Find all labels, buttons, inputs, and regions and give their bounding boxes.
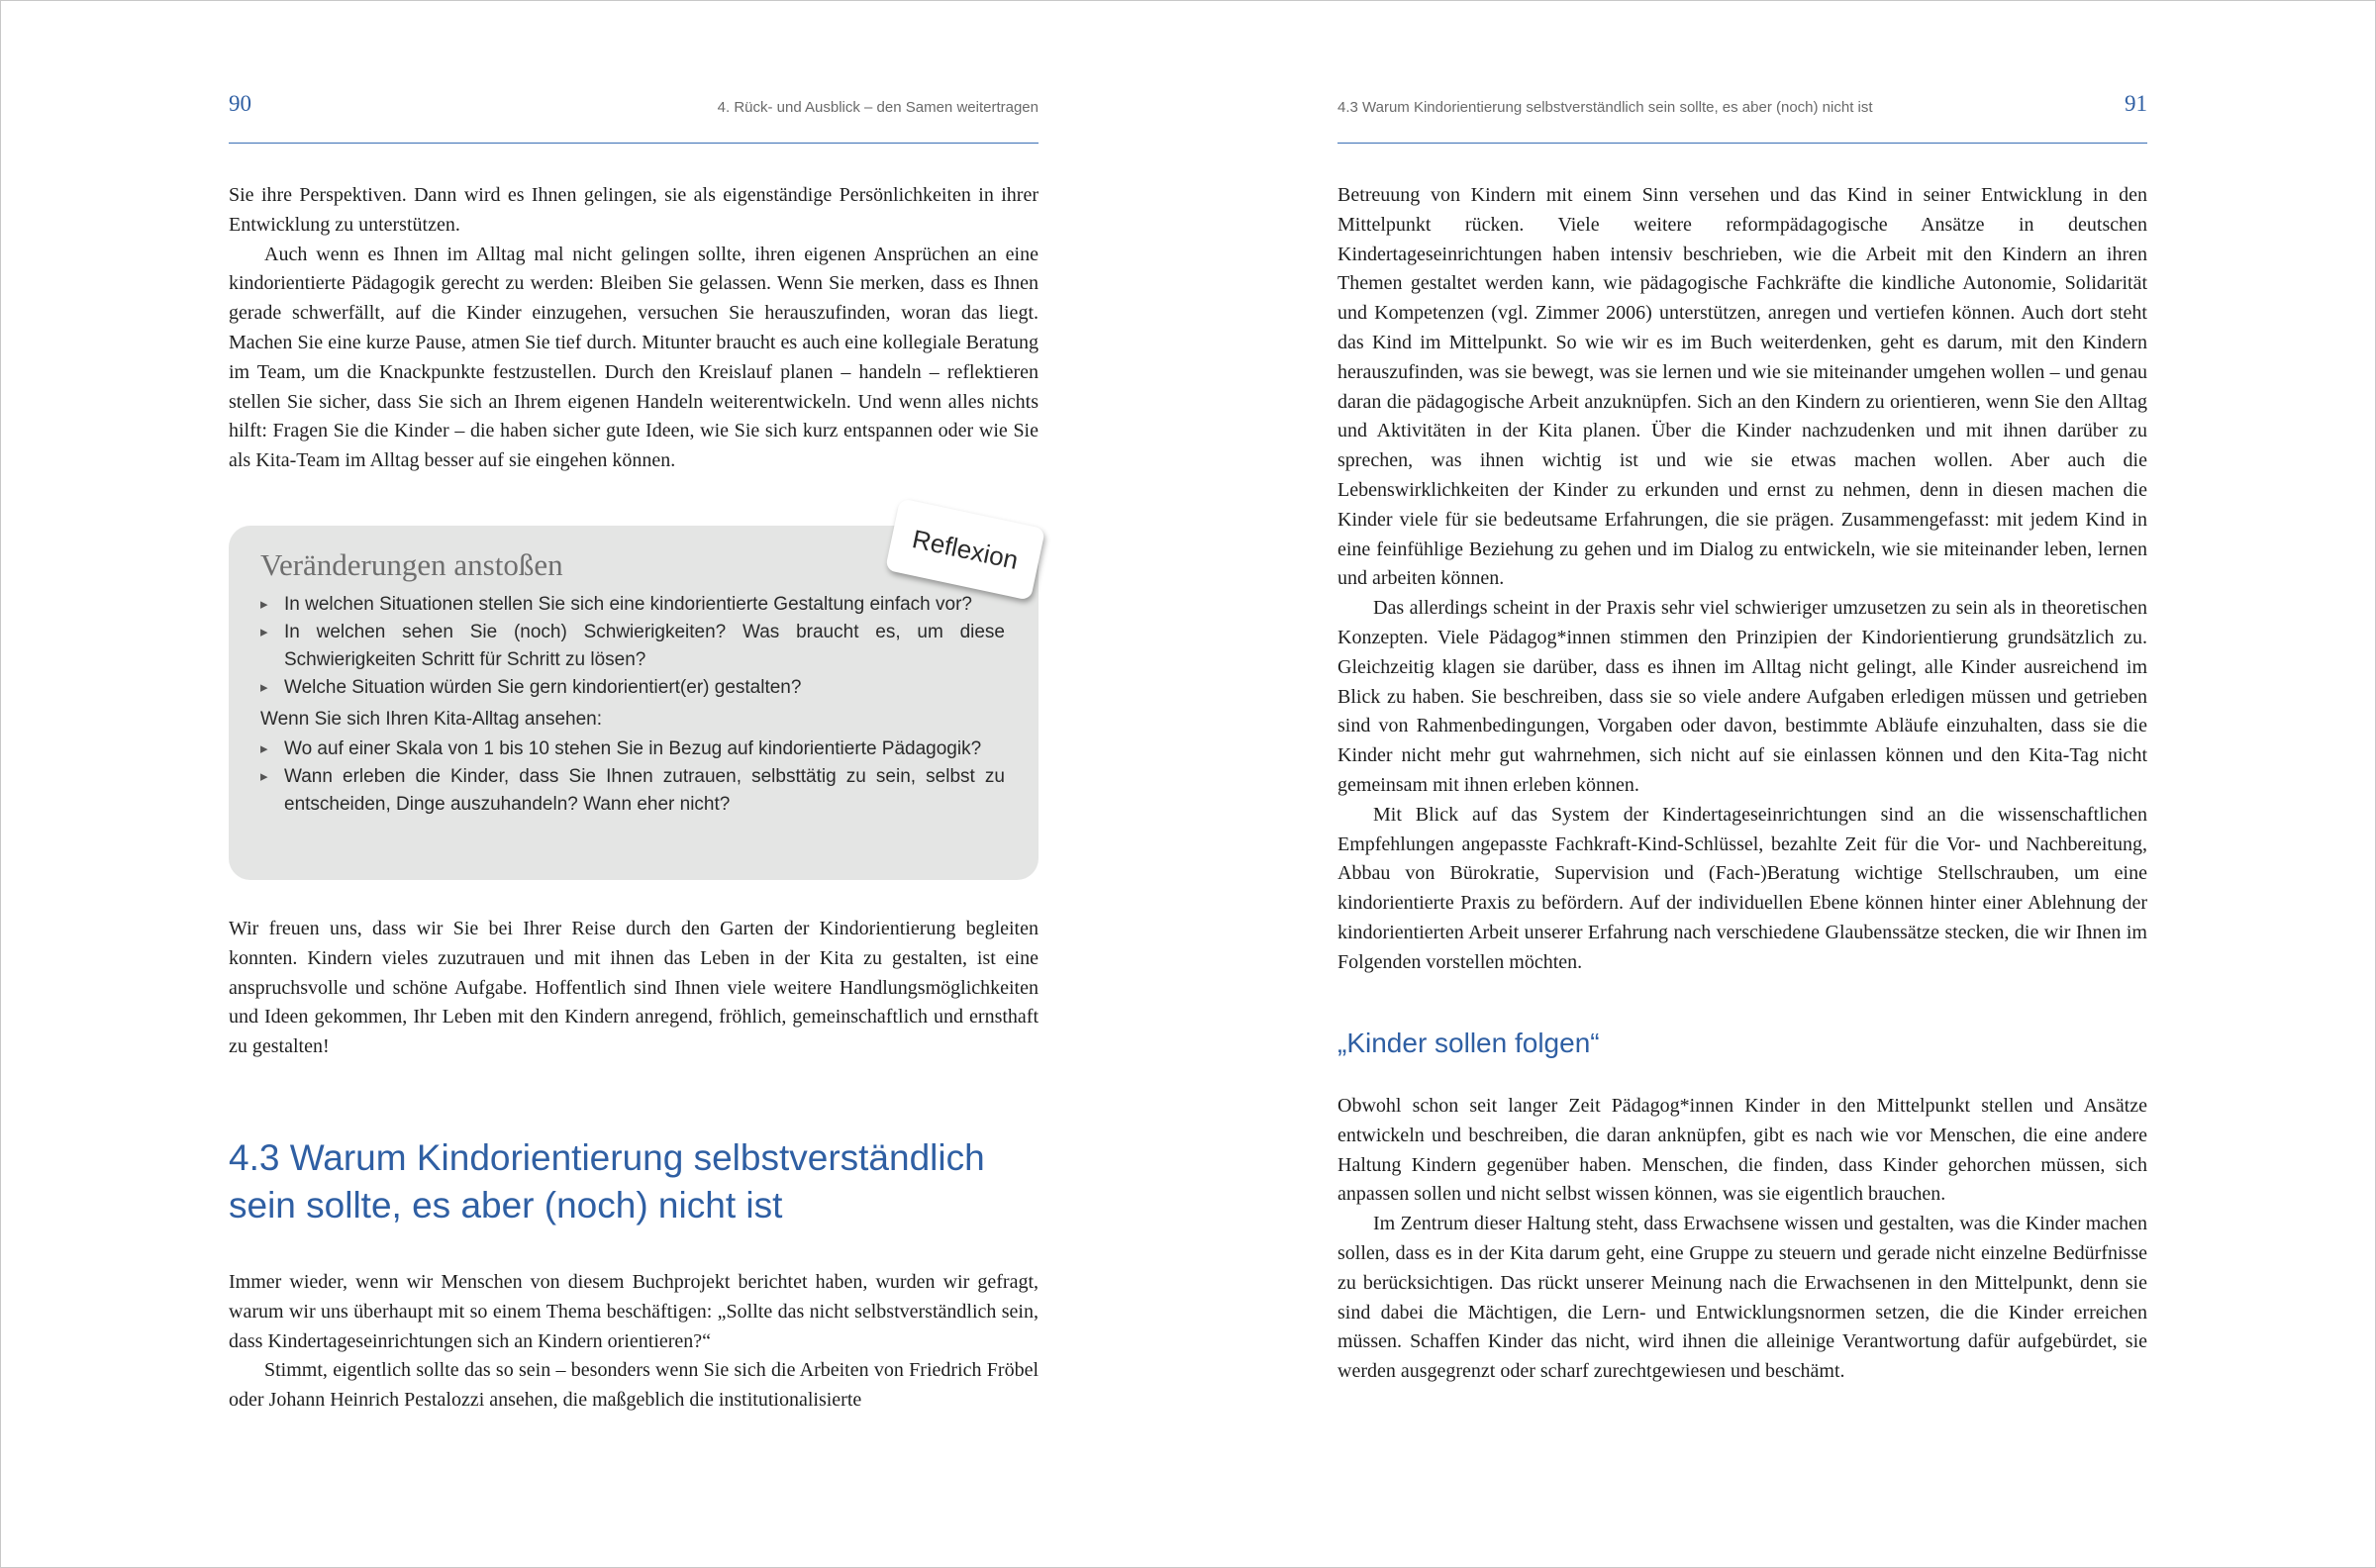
paragraph: Im Zentrum dieser Haltung steht, dass Erwachsene wissen und gestalten, was die Kinder machen sollen, dass es in der Kita darum geht, eine Gruppe zu steuern und gerade nicht einzelne Bedürfnisse zu berücksichtigen. Das rückt unserer Meinung nach die Erwachsenen in den Mittelpunkt, denn sie sind dabei die Mächtigen, die Lern- und Entwicklungsnormen setzen, die die Kinder erreichen müssen. Schaffen Kinder das nicht, wird ihnen die alleinige Verantwortung dafür aufgebürdet, sie werden ausgegrenzt oder scharf zurechtgewiesen und beschämt. bbox=[1337, 1213, 2147, 1383]
paragraph: Wir freuen uns, dass wir Sie bei Ihrer Reise durch den Garten der Kindorientierung begleiten konnten. Kindern vieles zuzutrauen und mit ihnen das Leben in der Kita zu gestalten, ist eine anspruchsvolle und schöne Aufgabe. Hoffentlich sind Ihnen viele weitere Handlungsmöglichkeiten und Ideen gekommen, Ihr Leben mit den Kindern anregend, fröhlich, gemeinschaftlich und ernsthaft zu gestalten! bbox=[229, 918, 1039, 1058]
running-header-right bbox=[1337, 91, 2147, 144]
body-text-bottom-left bbox=[229, 1268, 1039, 1416]
paragraph: Sie ihre Perspektiven. Dann wird es Ihnen gelingen, sie als eigenständige Persönlichkeiten in ihrer Entwicklung zu unterstützen. bbox=[229, 184, 1039, 236]
paragraph: Das allerdings scheint in der Praxis sehr viel schwieriger umzusetzen zu sein als in theoretischen Konzepten. Viele Pädagog*innen stimmen den Prinzipien der Kindorientierung grundsätzlich zu. Gleichzeitig klagen sie darüber, dass es ihnen im Alltag nicht gelingt, alle Kinder ausreichend im Blick zu haben. Sie beschreiben, dass sie so viele andere Aufgaben erledigen müssen und getrieben sind von Rahmenbedingungen, Vorgaben oder davon, bestimmte Abläufe einzuhalten, dass sie die Kinder nicht mehr gut wahrnehmen, sich nicht auf sie einlassen können und den Kita-Tag nicht gemeinsam mit ihnen erleben können. bbox=[1337, 597, 2147, 796]
body-text-top-right bbox=[1337, 181, 2147, 978]
list-item: ▸ In welchen sehen Sie (noch) Schwierigkeiten? Was braucht es, um diese Schwierigkeiten Schritt für Schritt zu lösen? bbox=[260, 619, 1005, 674]
running-header-left bbox=[229, 91, 1039, 144]
list-item: ▸ Wann erleben die Kinder, dass Sie Ihnen zutrauen, selbsttätig zu sein, selbst zu entscheiden, Dinge auszuhandeln? Wann eher nicht? bbox=[260, 763, 1005, 819]
running-head-right: 4.3 Warum Kindorientierung selbstverständlich sein sollte, es aber (noch) nicht ist bbox=[1337, 99, 1873, 116]
paragraph: Auch wenn es Ihnen im Alltag mal nicht gelingen sollte, ihren eigenen Ansprüchen an eine kindorientierte Pädagogik gerecht zu werden: Bleiben Sie gelassen. Wenn Sie merken, dass es Ihnen gerade schwerfällt, auf die Kinder einzugehen, versuchen Sie herauszufinden, woran das liegt. Machen Sie eine kurze Pause, atmen Sie tief durch. Mitunter braucht es auch eine kollegiale Beratung im Team, um die Knackpunkte festzustellen. Durch den Kreislauf planen – handeln – reflektieren stellen Sie sicher, dass Sie sich an Ihrem eigenen Handeln weiterentwickeln. Und wenn alles nichts hilft: Fragen Sie die Kinder – die haben sicher gute Ideen, wie Sie sich kurz entspannen oder wie Sie als Kita-Team im Alltag besser auf sie eingehen können. bbox=[229, 243, 1039, 472]
running-head-left: 4. Rück- und Ausblick – den Samen weitertragen bbox=[717, 99, 1039, 116]
reflection-box bbox=[229, 526, 1039, 880]
body-text-bottom-right bbox=[1337, 1092, 2147, 1387]
section-heading-line-1: 4.3 Warum Kindorientierung selbstverständlich bbox=[229, 1137, 985, 1178]
list-item: ▸ Welche Situation würden Sie gern kindorientiert(er) gestalten? bbox=[260, 674, 1005, 702]
paragraph: Obwohl schon seit langer Zeit Pädagog*innen Kinder in den Mittelpunkt stellen und Ansätze entwickeln und beschreiben, die daran anknüpfen, gibt es nach wie vor Menschen, die eine andere Haltung Kindern gegenüber haben. Menschen, die finden, dass Kinder gehorchen müssen, sich anpassen sollen und nicht selbst wissen können, was sie eigentlich brauchen. bbox=[1337, 1095, 2147, 1206]
reflection-title: Veränderungen anstoßen bbox=[260, 547, 563, 582]
reflexion-tag: Reflexion bbox=[885, 498, 1045, 601]
body-text-mid-left bbox=[229, 915, 1039, 1062]
page-number-right: 91 bbox=[2125, 91, 2147, 116]
reflection-lead: Wenn Sie sich Ihren Kita-Alltag ansehen: bbox=[260, 709, 603, 730]
right-page bbox=[1337, 0, 2147, 1568]
reflection-list-2 bbox=[260, 735, 1005, 819]
page-number-left: 90 bbox=[229, 91, 251, 116]
paragraph: Mit Blick auf das System der Kindertageseinrichtungen sind an die wissenschaftlichen Empfehlungen angepasste Fachkraft-Kind-Schlüssel, bezahlte Zeit für die Vor- und Nachbereitung, Abbau von Bürokratie, Supervision und (Fach-)Beratung wichtige Stellschrauben, um eine kindorientierte Praxis zu befördern. Auf der individuellen Ebene können hinter einer Ablehnung der kindorientierten Arbeit unserer Erfahrung nach verschiedene Glaubenssätze stecken, die wir Ihnen im Folgenden vorstellen möchten. bbox=[1337, 803, 2147, 973]
list-item: ▸ Wo auf einer Skala von 1 bis 10 stehen Sie in Bezug auf kindorientierte Pädagogik? bbox=[260, 735, 1005, 763]
subheading: „Kinder sollen folgen“ bbox=[1337, 1028, 1600, 1058]
body-text-top-left bbox=[229, 181, 1039, 476]
left-page bbox=[229, 0, 1039, 1568]
section-heading-line-2: sein sollte, es aber (noch) nicht ist bbox=[229, 1185, 783, 1225]
paragraph: Immer wieder, wenn wir Menschen von diesem Buchprojekt berichtet haben, wurden wir gefragt, warum wir uns überhaupt mit so einem Thema beschäftigen: „Sollte das nicht selbstverständlich sein, dass Kindertageseinrichtungen sich an Kindern orientieren?“ bbox=[229, 1271, 1039, 1352]
section-heading bbox=[229, 1134, 1039, 1229]
paragraph: Betreuung von Kindern mit einem Sinn versehen und das Kind in seiner Entwicklung in den Mittelpunkt rücken. Viele weitere reformpädagogische Ansätze in deutschen Kindertageseinrichtungen haben intensiv beschrieben, wie die Arbeit mit den Kindern an ihren Themen gestaltet werden kann, wie pädagogische Fachkräfte die kindliche Autonomie, Solidarität und Kompetenzen (vgl. Zimmer 2006) unterstützen, anregen und vertiefen können. Auch dort steht das Kind im Mittelpunkt. So wie wir es im Buch weiterdenken, geht es darum, mit den Kindern herauszufinden, was sie bewegt, was sie lernen und wie sie miteinander umgehen wollen – und genau daran die pädagogische Arbeit anzuknüpfen. Sich an den Kindern zu orientieren, wenn Sie den Alltag und Aktivitäten in der Kita planen. Über die Kinder nachzudenken und mit ihnen darüber zu sprechen, was ihnen wichtig ist und wie sie etwas machen wollen. Aber auch die Lebenswirklichkeiten der Kinder zu erkunden und ernst zu nehmen, denn in diesen machen die Kinder viele für sie bedeutsame Erfahrungen, die sie prägen. Zusammengefasst: mit jedem Kind in eine feinfühlige Beziehung zu gehen und im Dialog zu entwickeln, wie sie miteinander leben, lernen und arbeiten können. bbox=[1337, 184, 2147, 590]
list-item: ▸ In welchen Situationen stellen Sie sich eine kindorientierte Gestaltung einfach vor? bbox=[260, 591, 1005, 619]
paragraph: Stimmt, eigentlich sollte das so sein – besonders wenn Sie sich die Arbeiten von Friedrich Fröbel oder Johann Heinrich Pestalozzi ansehen, die maßgeblich die institutionalisierte bbox=[229, 1359, 1039, 1412]
reflection-list-1 bbox=[260, 591, 1005, 702]
